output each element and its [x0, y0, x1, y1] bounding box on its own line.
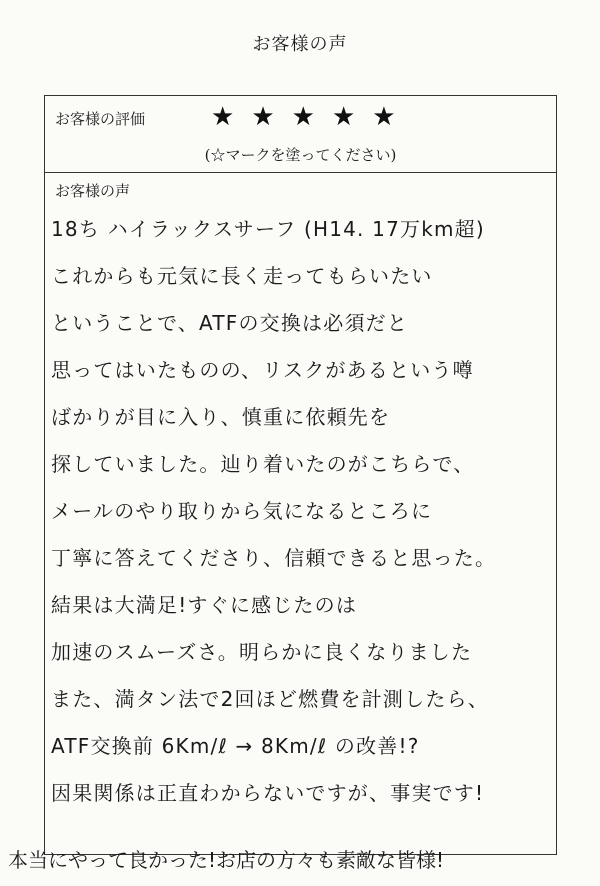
rating-instruction: (☆マークを塗ってください): [204, 146, 397, 164]
rating-stars: [211, 102, 396, 132]
rating-section: [45, 96, 556, 173]
voice-line: ということで、ATFの交換は必須だと: [51, 311, 409, 335]
voice-line: これからも元気に長く走ってもらいたい: [51, 264, 433, 288]
voice-line: 加速のスムーズさ。明らかに良くなりました: [51, 640, 473, 664]
closing-remark: 本当にやって良かった!お店の方々も素敵な皆様!: [8, 848, 445, 872]
star-icon: ★: [372, 102, 396, 132]
star-icon: ★: [291, 102, 315, 132]
voice-line: ばかりが目に入り、慎重に依頼先を: [51, 405, 391, 429]
voice-text: [51, 206, 551, 817]
feedback-frame: [44, 95, 557, 855]
star-icon: ★: [251, 102, 275, 132]
star-icon: ★: [211, 102, 235, 132]
voice-line: 因果関係は正直わからないですが、事実です!: [51, 781, 485, 805]
page-title: お客様の声: [252, 34, 348, 55]
voice-line: ATF交換前 6Km/ℓ → 8Km/ℓ の改善!?: [51, 734, 420, 758]
voice-line: 丁寧に答えてくださり、信頼できると思った。: [51, 546, 497, 570]
voice-line: メールのやり取りから気になるところに: [51, 499, 433, 523]
voice-line: 18ち ハイラックスサーフ (H14. 17万km超): [51, 217, 485, 241]
voice-line: また、満タン法で2回ほど燃費を計測したら、: [51, 687, 489, 711]
voice-label: お客様の声: [55, 182, 131, 200]
rating-label: お客様の評価: [55, 110, 146, 128]
star-icon: ★: [331, 102, 356, 132]
voice-line: 結果は大満足!すぐに感じたのは: [51, 593, 358, 617]
voice-line: 探していました。辿り着いたのがこちらで、: [51, 452, 475, 476]
voice-line: 思ってはいたものの、リスクがあるという噂: [51, 358, 474, 382]
